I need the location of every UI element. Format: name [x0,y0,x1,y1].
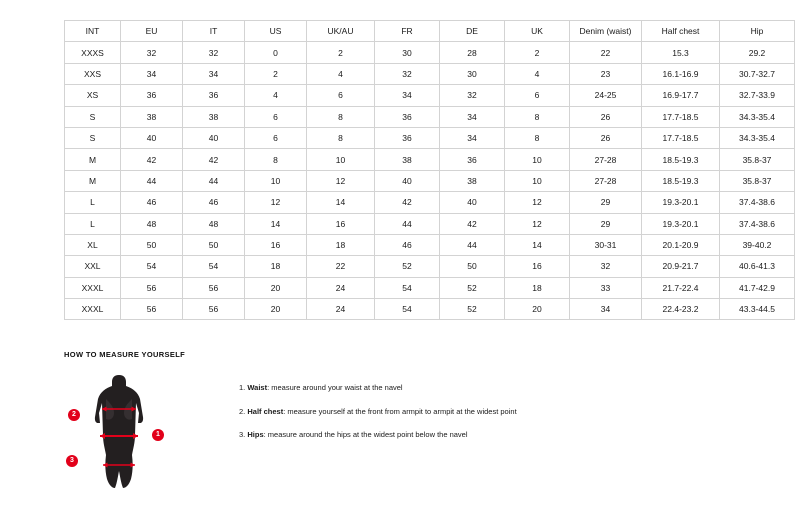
cell-eu: 50 [121,234,183,255]
size-chart-head [65,21,795,42]
table-row [65,234,795,255]
marker-3-hips: 3 [66,455,78,467]
cell-it: 56 [183,299,245,320]
cell-it: 56 [183,277,245,298]
cell-uk: 2 [505,42,570,63]
cell-uk: 12 [505,213,570,234]
cell-hip: 34.3-35.4 [720,127,795,148]
cell-half-chest: 21.7-22.4 [642,277,720,298]
cell-eu: 36 [121,85,183,106]
cell-it: 32 [183,42,245,63]
table-row [65,149,795,170]
cell-fr: 30 [375,42,440,63]
cell-us: 20 [245,299,307,320]
cell-half-chest: 16.1-16.9 [642,63,720,84]
cell-fr: 38 [375,149,440,170]
cell-uk: 6 [505,85,570,106]
cell-fr: 36 [375,127,440,148]
cell-it: 40 [183,127,245,148]
cell-uk-au: 8 [307,106,375,127]
cell-uk-au: 6 [307,85,375,106]
cell-uk-au: 2 [307,42,375,63]
cell-half-chest: 17.7-18.5 [642,106,720,127]
cell-us: 6 [245,106,307,127]
instruction-number-3: 3. [239,430,246,439]
cell-denim-waist: 27-28 [570,149,642,170]
cell-uk: 10 [505,170,570,191]
cell-denim-waist: 29 [570,192,642,213]
cell-int: XXL [65,256,121,277]
cell-us: 2 [245,63,307,84]
instruction-half-chest [239,407,517,418]
cell-hip: 37.4-38.6 [720,213,795,234]
size-chart-table [64,20,795,320]
cell-eu: 48 [121,213,183,234]
table-row [65,63,795,84]
cell-it: 48 [183,213,245,234]
instruction-text-waist: : measure around your waist at the navel [267,383,403,392]
cell-us: 20 [245,277,307,298]
cell-half-chest: 17.7-18.5 [642,127,720,148]
column-header-uk-au: UK/AU [307,21,375,42]
cell-hip: 34.3-35.4 [720,106,795,127]
cell-us: 8 [245,149,307,170]
instruction-number-1: 1. [239,383,246,392]
table-row [65,85,795,106]
cell-fr: 40 [375,170,440,191]
cell-fr: 42 [375,192,440,213]
cell-de: 52 [440,299,505,320]
measurement-figure [64,367,179,497]
cell-it: 50 [183,234,245,255]
cell-int: XS [65,85,121,106]
cell-int: XXXL [65,299,121,320]
cell-us: 6 [245,127,307,148]
cell-uk: 14 [505,234,570,255]
cell-uk-au: 22 [307,256,375,277]
column-header-denim-waist: Denim (waist) [570,21,642,42]
cell-eu: 34 [121,63,183,84]
cell-de: 28 [440,42,505,63]
cell-uk-au: 14 [307,192,375,213]
cell-us: 10 [245,170,307,191]
cell-us: 0 [245,42,307,63]
instruction-number-2: 2. [239,406,246,416]
cell-uk: 10 [505,149,570,170]
table-row [65,256,795,277]
cell-int: S [65,106,121,127]
cell-hip: 35.8-37 [720,170,795,191]
cell-us: 18 [245,256,307,277]
cell-it: 54 [183,256,245,277]
cell-uk-au: 12 [307,170,375,191]
cell-de: 34 [440,106,505,127]
cell-it: 44 [183,170,245,191]
table-header-row [65,21,795,42]
instruction-term-waist: Waist [247,383,268,392]
instruction-waist [239,383,517,394]
cell-hip: 32.7-33.9 [720,85,795,106]
cell-int: M [65,149,121,170]
table-row [65,127,795,148]
cell-eu: 46 [121,192,183,213]
cell-half-chest: 15.3 [642,42,720,63]
cell-hip: 43.3-44.5 [720,299,795,320]
cell-us: 4 [245,85,307,106]
cell-eu: 56 [121,277,183,298]
cell-uk-au: 24 [307,299,375,320]
cell-int: M [65,170,121,191]
cell-fr: 54 [375,277,440,298]
cell-de: 40 [440,192,505,213]
cell-fr: 34 [375,85,440,106]
column-header-fr: FR [375,21,440,42]
how-to-measure-section [64,350,744,497]
cell-denim-waist: 32 [570,256,642,277]
column-header-half-chest: Half chest [642,21,720,42]
cell-uk: 8 [505,127,570,148]
cell-fr: 36 [375,106,440,127]
cell-de: 44 [440,234,505,255]
cell-fr: 44 [375,213,440,234]
cell-half-chest: 19.3-20.1 [642,192,720,213]
cell-hip: 40.6-41.3 [720,256,795,277]
cell-fr: 52 [375,256,440,277]
cell-denim-waist: 22 [570,42,642,63]
cell-half-chest: 18.5-19.3 [642,149,720,170]
cell-us: 12 [245,192,307,213]
cell-uk-au: 16 [307,213,375,234]
cell-uk-au: 4 [307,63,375,84]
cell-half-chest: 22.4-23.2 [642,299,720,320]
cell-half-chest: 20.9-21.7 [642,256,720,277]
cell-int: S [65,127,121,148]
cell-int: L [65,213,121,234]
cell-uk: 20 [505,299,570,320]
cell-uk: 12 [505,192,570,213]
cell-fr: 46 [375,234,440,255]
cell-denim-waist: 24-25 [570,85,642,106]
instruction-term-hips: Hips [247,430,264,439]
cell-int: XL [65,234,121,255]
cell-uk-au: 8 [307,127,375,148]
marker-2-half-chest: 2 [68,409,80,421]
column-header-eu: EU [121,21,183,42]
table-row [65,106,795,127]
table-row [65,42,795,63]
cell-uk: 18 [505,277,570,298]
how-to-measure-title: HOW TO MEASURE YOURSELF [64,350,186,359]
cell-denim-waist: 26 [570,106,642,127]
cell-uk-au: 24 [307,277,375,298]
cell-de: 34 [440,127,505,148]
cell-int: XXXS [65,42,121,63]
cell-denim-waist: 29 [570,213,642,234]
cell-eu: 42 [121,149,183,170]
cell-hip: 39-40.2 [720,234,795,255]
column-header-hip: Hip [720,21,795,42]
cell-uk: 4 [505,63,570,84]
cell-hip: 29.2 [720,42,795,63]
instruction-text-half-chest: : measure yourself at the front from armpit to armpit at the widest point [283,406,517,416]
cell-eu: 54 [121,256,183,277]
instruction-text-hips: : measure around the hips at the widest point below the navel [263,430,468,439]
table-row [65,277,795,298]
cell-hip: 30.7-32.7 [720,63,795,84]
cell-int: XXXL [65,277,121,298]
cell-half-chest: 19.3-20.1 [642,213,720,234]
cell-int: L [65,192,121,213]
cell-hip: 37.4-38.6 [720,192,795,213]
cell-de: 50 [440,256,505,277]
cell-uk: 8 [505,106,570,127]
cell-uk-au: 10 [307,149,375,170]
table-row [65,192,795,213]
cell-us: 14 [245,213,307,234]
size-chart-container [64,20,775,320]
cell-half-chest: 20.1-20.9 [642,234,720,255]
cell-de: 42 [440,213,505,234]
instruction-hips [239,430,517,441]
column-header-de: DE [440,21,505,42]
cell-fr: 32 [375,63,440,84]
cell-eu: 56 [121,299,183,320]
cell-de: 36 [440,149,505,170]
cell-it: 36 [183,85,245,106]
cell-uk: 16 [505,256,570,277]
column-header-uk: UK [505,21,570,42]
cell-eu: 40 [121,127,183,148]
measurement-instructions [239,367,517,454]
cell-int: XXS [65,63,121,84]
how-to-measure-body [64,367,744,497]
cell-it: 46 [183,192,245,213]
column-header-us: US [245,21,307,42]
cell-denim-waist: 33 [570,277,642,298]
cell-half-chest: 18.5-19.3 [642,170,720,191]
cell-it: 42 [183,149,245,170]
cell-denim-waist: 34 [570,299,642,320]
column-header-int: INT [65,21,121,42]
cell-it: 38 [183,106,245,127]
table-row [65,170,795,191]
cell-fr: 54 [375,299,440,320]
cell-de: 30 [440,63,505,84]
cell-it: 34 [183,63,245,84]
cell-denim-waist: 23 [570,63,642,84]
table-row [65,213,795,234]
cell-denim-waist: 27-28 [570,170,642,191]
table-row [65,299,795,320]
cell-denim-waist: 26 [570,127,642,148]
cell-eu: 44 [121,170,183,191]
instruction-term-half-chest: Half chest [247,406,284,416]
mannequin-illustration [92,373,146,493]
cell-denim-waist: 30-31 [570,234,642,255]
marker-1-waist: 1 [152,429,164,441]
cell-de: 52 [440,277,505,298]
cell-uk-au: 18 [307,234,375,255]
cell-de: 38 [440,170,505,191]
cell-hip: 35.8-37 [720,149,795,170]
size-chart-body [65,42,795,320]
cell-us: 16 [245,234,307,255]
cell-half-chest: 16.9-17.7 [642,85,720,106]
cell-hip: 41.7-42.9 [720,277,795,298]
cell-de: 32 [440,85,505,106]
cell-eu: 38 [121,106,183,127]
column-header-it: IT [183,21,245,42]
cell-eu: 32 [121,42,183,63]
